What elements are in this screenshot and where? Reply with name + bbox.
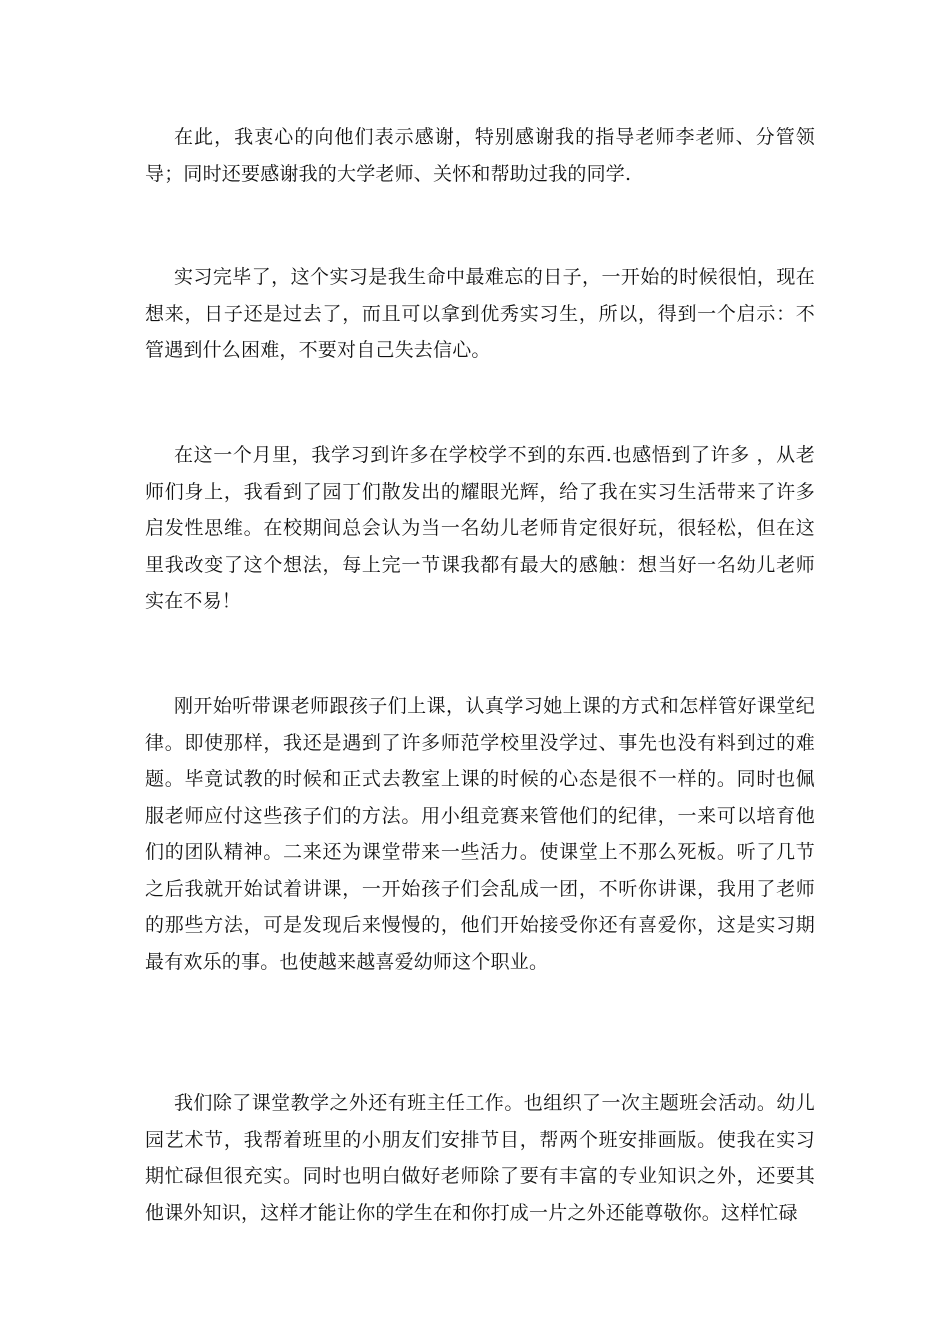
paragraph-internship-complete: 实习完毕了，这个实习是我生命中最难忘的日子，一开始的时候很怕，现在想来，日子还是过去了，而且可以拿到优秀实习生，所以，得到一个启示：不管遇到什么困难，不要对自己失去信心。 (145, 266, 815, 361)
paragraph-classroom-teaching: 刚开始听带课老师跟孩子们上课，认真学习她上课的方式和怎样管好课堂纪律。即使那样，我还是遇到了许多师范学校里没学过、事先也没有料到过的难题。毕竟试教的时候和正式去教室上课的时候的心态是很不一样的。同时也佩服老师应付这些孩子们的方法。用小组竞赛来管他们的纪律，一来可以培育他们的团队精神。二来还为课堂带来一些活力。使课堂上不那么死板。听了几节之后我就开始试着讲课，一开始孩子们会乱成一团，不听你讲课，我用了老师的那些方法，可是发现后来慢慢的，他们开始接受你还有喜爱你，这是实习期最有欢乐的事。也使越来越喜爱幼师这个职业。 (145, 695, 815, 973)
paragraph-month-learning: 在这一个月里，我学习到许多在学校学不到的东西.也感悟到了许多 ，从老师们身上，我看到了园丁们散发出的耀眼光辉，给了我在实习生活带来了许多启发性思维。在校期间总会认为当一名幼儿老师肯定很好玩，很轻松，但在这里我改变了这个想法，每上完一节课我都有最大的感触：想当好一名幼儿老师实在不易！ (145, 444, 815, 612)
paragraph-thanks: 在此，我衷心的向他们表示感谢，特别感谢我的指导老师李老师、分管领导；同时还要感谢我的大学老师、关怀和帮助过我的同学. (145, 126, 815, 185)
paragraph-class-teacher-work: 我们除了课堂教学之外还有班主任工作。也组织了一次主题班会活动。幼儿园艺术节，我帮着班里的小朋友们安排节目，帮两个班安排画版。使我在实习期忙碌但很充实。同时也明白做好老师除了要有丰富的专业知识之外，还要其他课外知识，这样才能让你的学生在和你打成一片之外还能尊敬你。这样忙碌 (145, 1092, 815, 1224)
